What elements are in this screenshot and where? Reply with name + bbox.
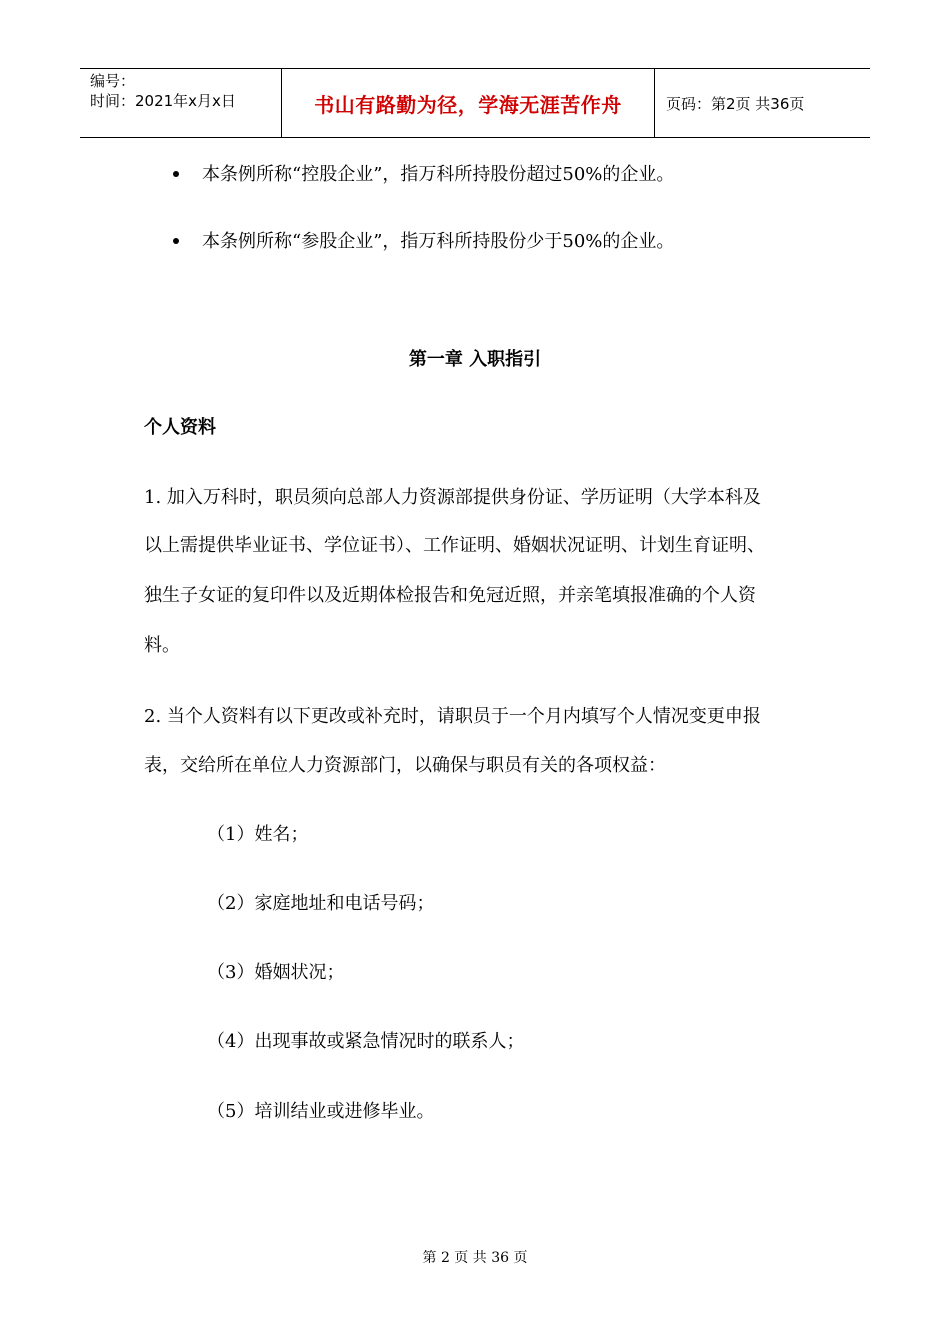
serial-label: 编号： <box>90 72 136 90</box>
bullet-dot <box>173 171 179 177</box>
list-item: （5）培训结业或进修毕业。 <box>207 1101 435 1122</box>
header-motto: 书山有路勤为径，学海无涯苦作舟 <box>314 92 622 117</box>
paragraph-line: 料。 <box>144 635 180 656</box>
bullet-dot <box>173 238 179 244</box>
chapter-title: 第一章 入职指引 <box>408 349 542 370</box>
list-item: （3）婚姻状况； <box>207 962 345 983</box>
list-item: （1）姓名； <box>207 824 309 845</box>
paragraph-line: 1. 加入万科时，职员须向总部人力资源部提供身份证、学历证明（大学本科及 <box>144 487 761 508</box>
header-page-cell <box>655 69 870 137</box>
list-item: （2）家庭地址和电话号码； <box>207 893 435 914</box>
header-motto-cell <box>282 69 655 137</box>
section-title: 个人资料 <box>144 417 216 438</box>
header-meta-cell <box>80 69 282 137</box>
header-page-info: 页码：第2页 共36页 <box>666 94 805 113</box>
paragraph-line: 2. 当个人资料有以下更改或补充时，请职员于一个月内填写个人情况变更申报 <box>144 706 761 727</box>
page-header <box>80 68 870 138</box>
page-footer: 第 2 页 共 36 页 <box>422 1250 528 1266</box>
time-label: 时间：2021年x月x日 <box>90 92 236 110</box>
list-item: （4）出现事故或紧急情况时的联系人； <box>207 1031 525 1052</box>
bullet-item: 本条例所称“控股企业”，指万科所持股份超过50%的企业。 <box>202 164 675 185</box>
paragraph-line: 独生子女证的复印件以及近期体检报告和免冠近照，并亲笔填报准确的个人资 <box>144 585 756 606</box>
paragraph-line: 以上需提供毕业证书、学位证书）、工作证明、婚姻状况证明、计划生育证明、 <box>144 535 765 556</box>
paragraph-line: 表，交给所在单位人力资源部门，以确保与职员有关的各项权益： <box>144 755 666 776</box>
bullet-item: 本条例所称“参股企业”，指万科所持股份少于50%的企业。 <box>202 231 675 252</box>
